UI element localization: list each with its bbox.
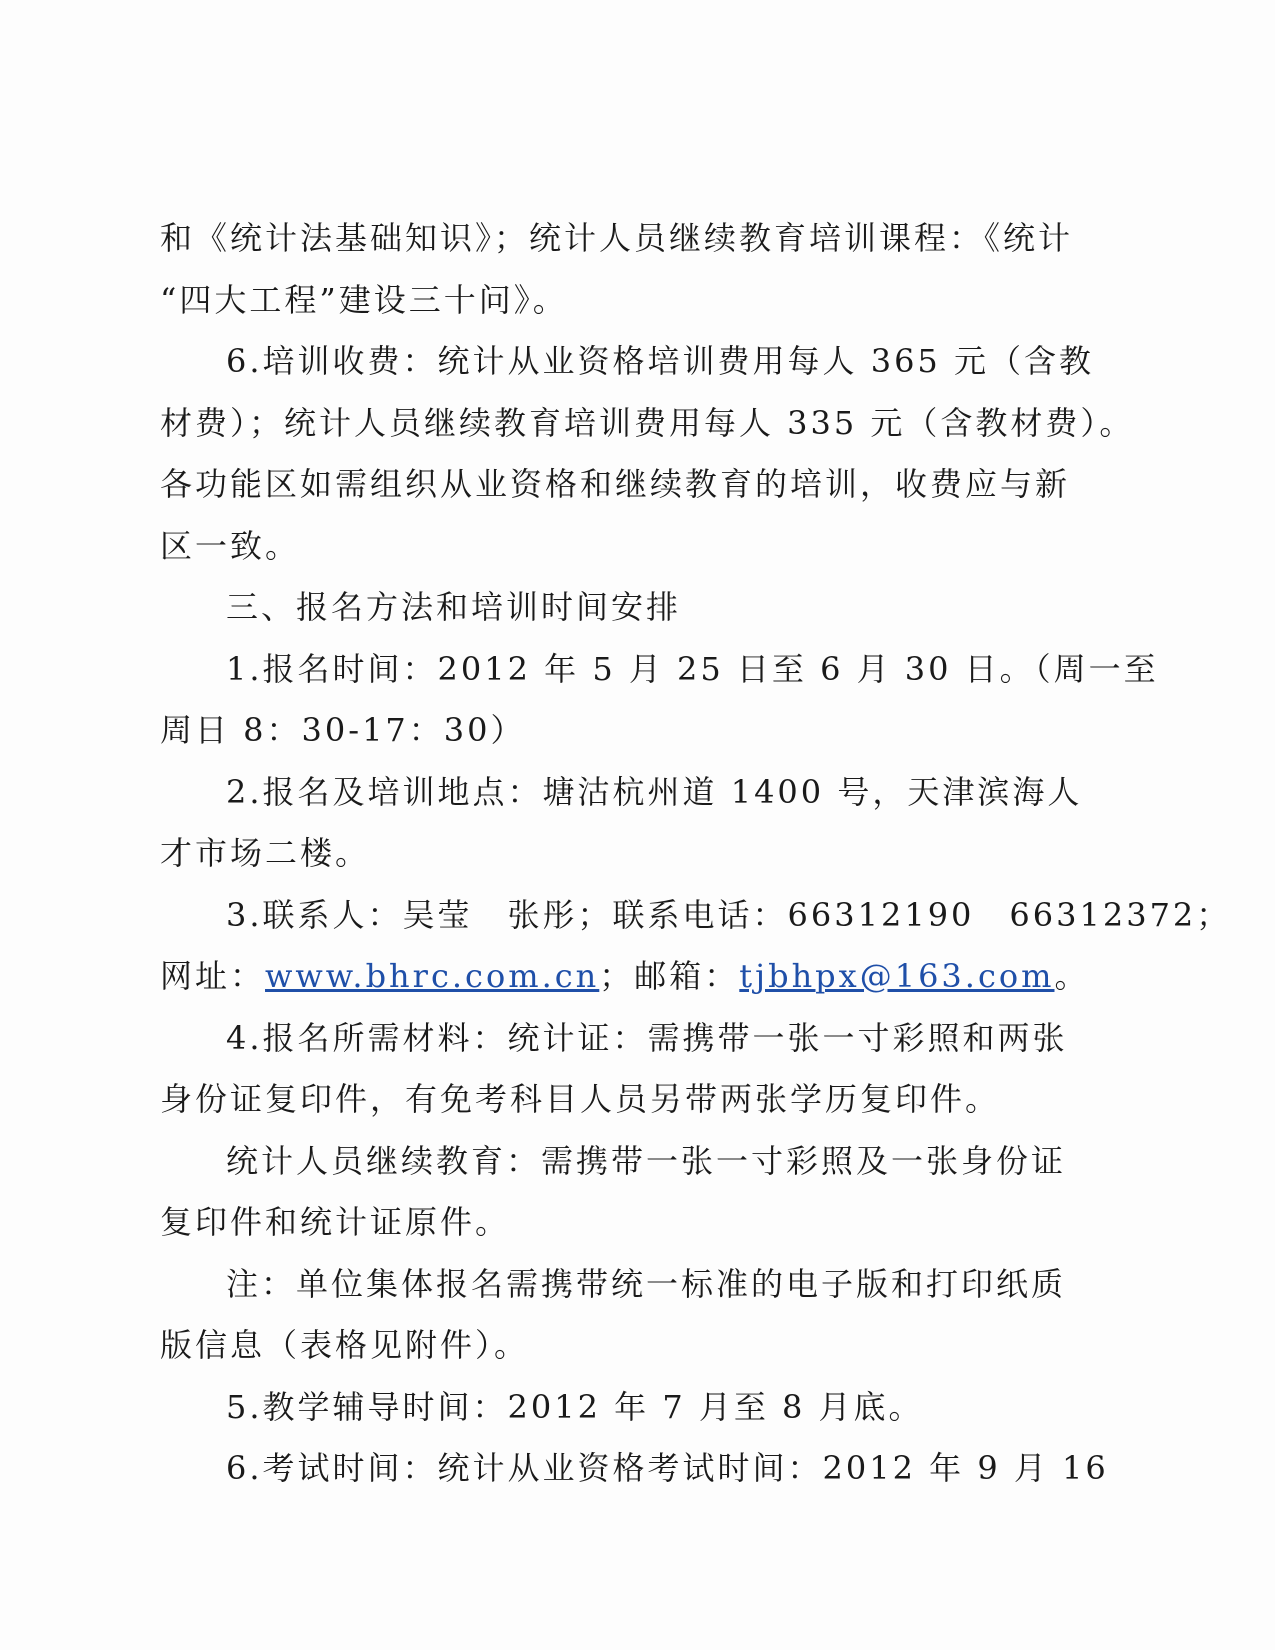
paragraph-continuing-education-materials <box>160 1131 1067 1254</box>
text-line: 1.报名时间：2012 年 5 月 25 日至 6 月 30 日。（周一至 <box>226 649 1159 688</box>
punctuation: 。 <box>1054 957 1090 995</box>
text-line: 材费）；统计人员继续教育培训费用每人 335 元（含教材费）。 <box>160 403 1135 442</box>
paragraph-note <box>160 1254 1067 1377</box>
text-line: 2.报名及培训地点：塘沽杭州道 1400 号，天津滨海人 <box>226 772 1083 811</box>
paragraph-registration-time <box>160 639 1159 762</box>
heading-text: 三、报名方法和培训时间安排 <box>226 588 682 626</box>
text-line: 身份证复印件，有免考科目人员另带两张学历复印件。 <box>160 1080 1001 1118</box>
website-label: 网址： <box>160 957 266 995</box>
paragraph-registration-location <box>160 762 1083 885</box>
text-line: 6.考试时间：统计从业资格考试时间：2012 年 9 月 16 <box>226 1449 1109 1487</box>
text-line: 5.教学辅导时间：2012 年 7 月至 8 月底。 <box>226 1387 924 1426</box>
paragraph-tutoring-time <box>160 1377 1040 1439</box>
document-body <box>160 208 1232 1500</box>
text-line: 周日 8：30-17：30） <box>160 711 526 749</box>
section-heading-registration <box>160 577 1040 639</box>
text-line: 注：单位集体报名需携带统一标准的电子版和打印纸质 <box>226 1264 1067 1303</box>
text-line: 和《统计法基础知识》；统计人员继续教育培训课程：《统计 <box>160 219 1074 257</box>
text-line: “四大工程”建设三十问》。 <box>160 280 568 319</box>
email-link[interactable]: tjbhpx@163.com <box>739 957 1055 995</box>
text-line: 版信息（表格见附件）。 <box>160 1326 530 1364</box>
paragraph-required-materials <box>160 1008 1068 1131</box>
paragraph-training-fees <box>160 331 1135 577</box>
text-line: 4.报名所需材料：统计证：需携带一张一寸彩照和两张 <box>226 1018 1068 1057</box>
text-line: 3.联系人：吴莹 张彤；联系电话：66312190 66312372； <box>226 895 1232 934</box>
text-line: 统计人员继续教育：需携带一张一寸彩照及一张身份证 <box>226 1141 1067 1180</box>
paragraph-contact <box>160 885 1232 1008</box>
text-line: 复印件和统计证原件。 <box>160 1203 511 1241</box>
website-link[interactable]: www.bhrc.com.cn <box>265 957 600 995</box>
paragraph-course-names <box>160 208 1074 331</box>
text-line <box>160 946 1090 1008</box>
paragraph-exam-time <box>160 1438 1109 1500</box>
text-line: 才市场二楼。 <box>160 834 371 872</box>
text-line: 区一致。 <box>160 526 301 565</box>
text-line: 6.培训收费：统计从业资格培训费用每人 365 元（含教 <box>226 342 1094 380</box>
email-label: ；邮箱： <box>599 957 740 995</box>
text-line: 各功能区如需组织从业资格和继续教育的培训，收费应与新 <box>160 465 1071 503</box>
